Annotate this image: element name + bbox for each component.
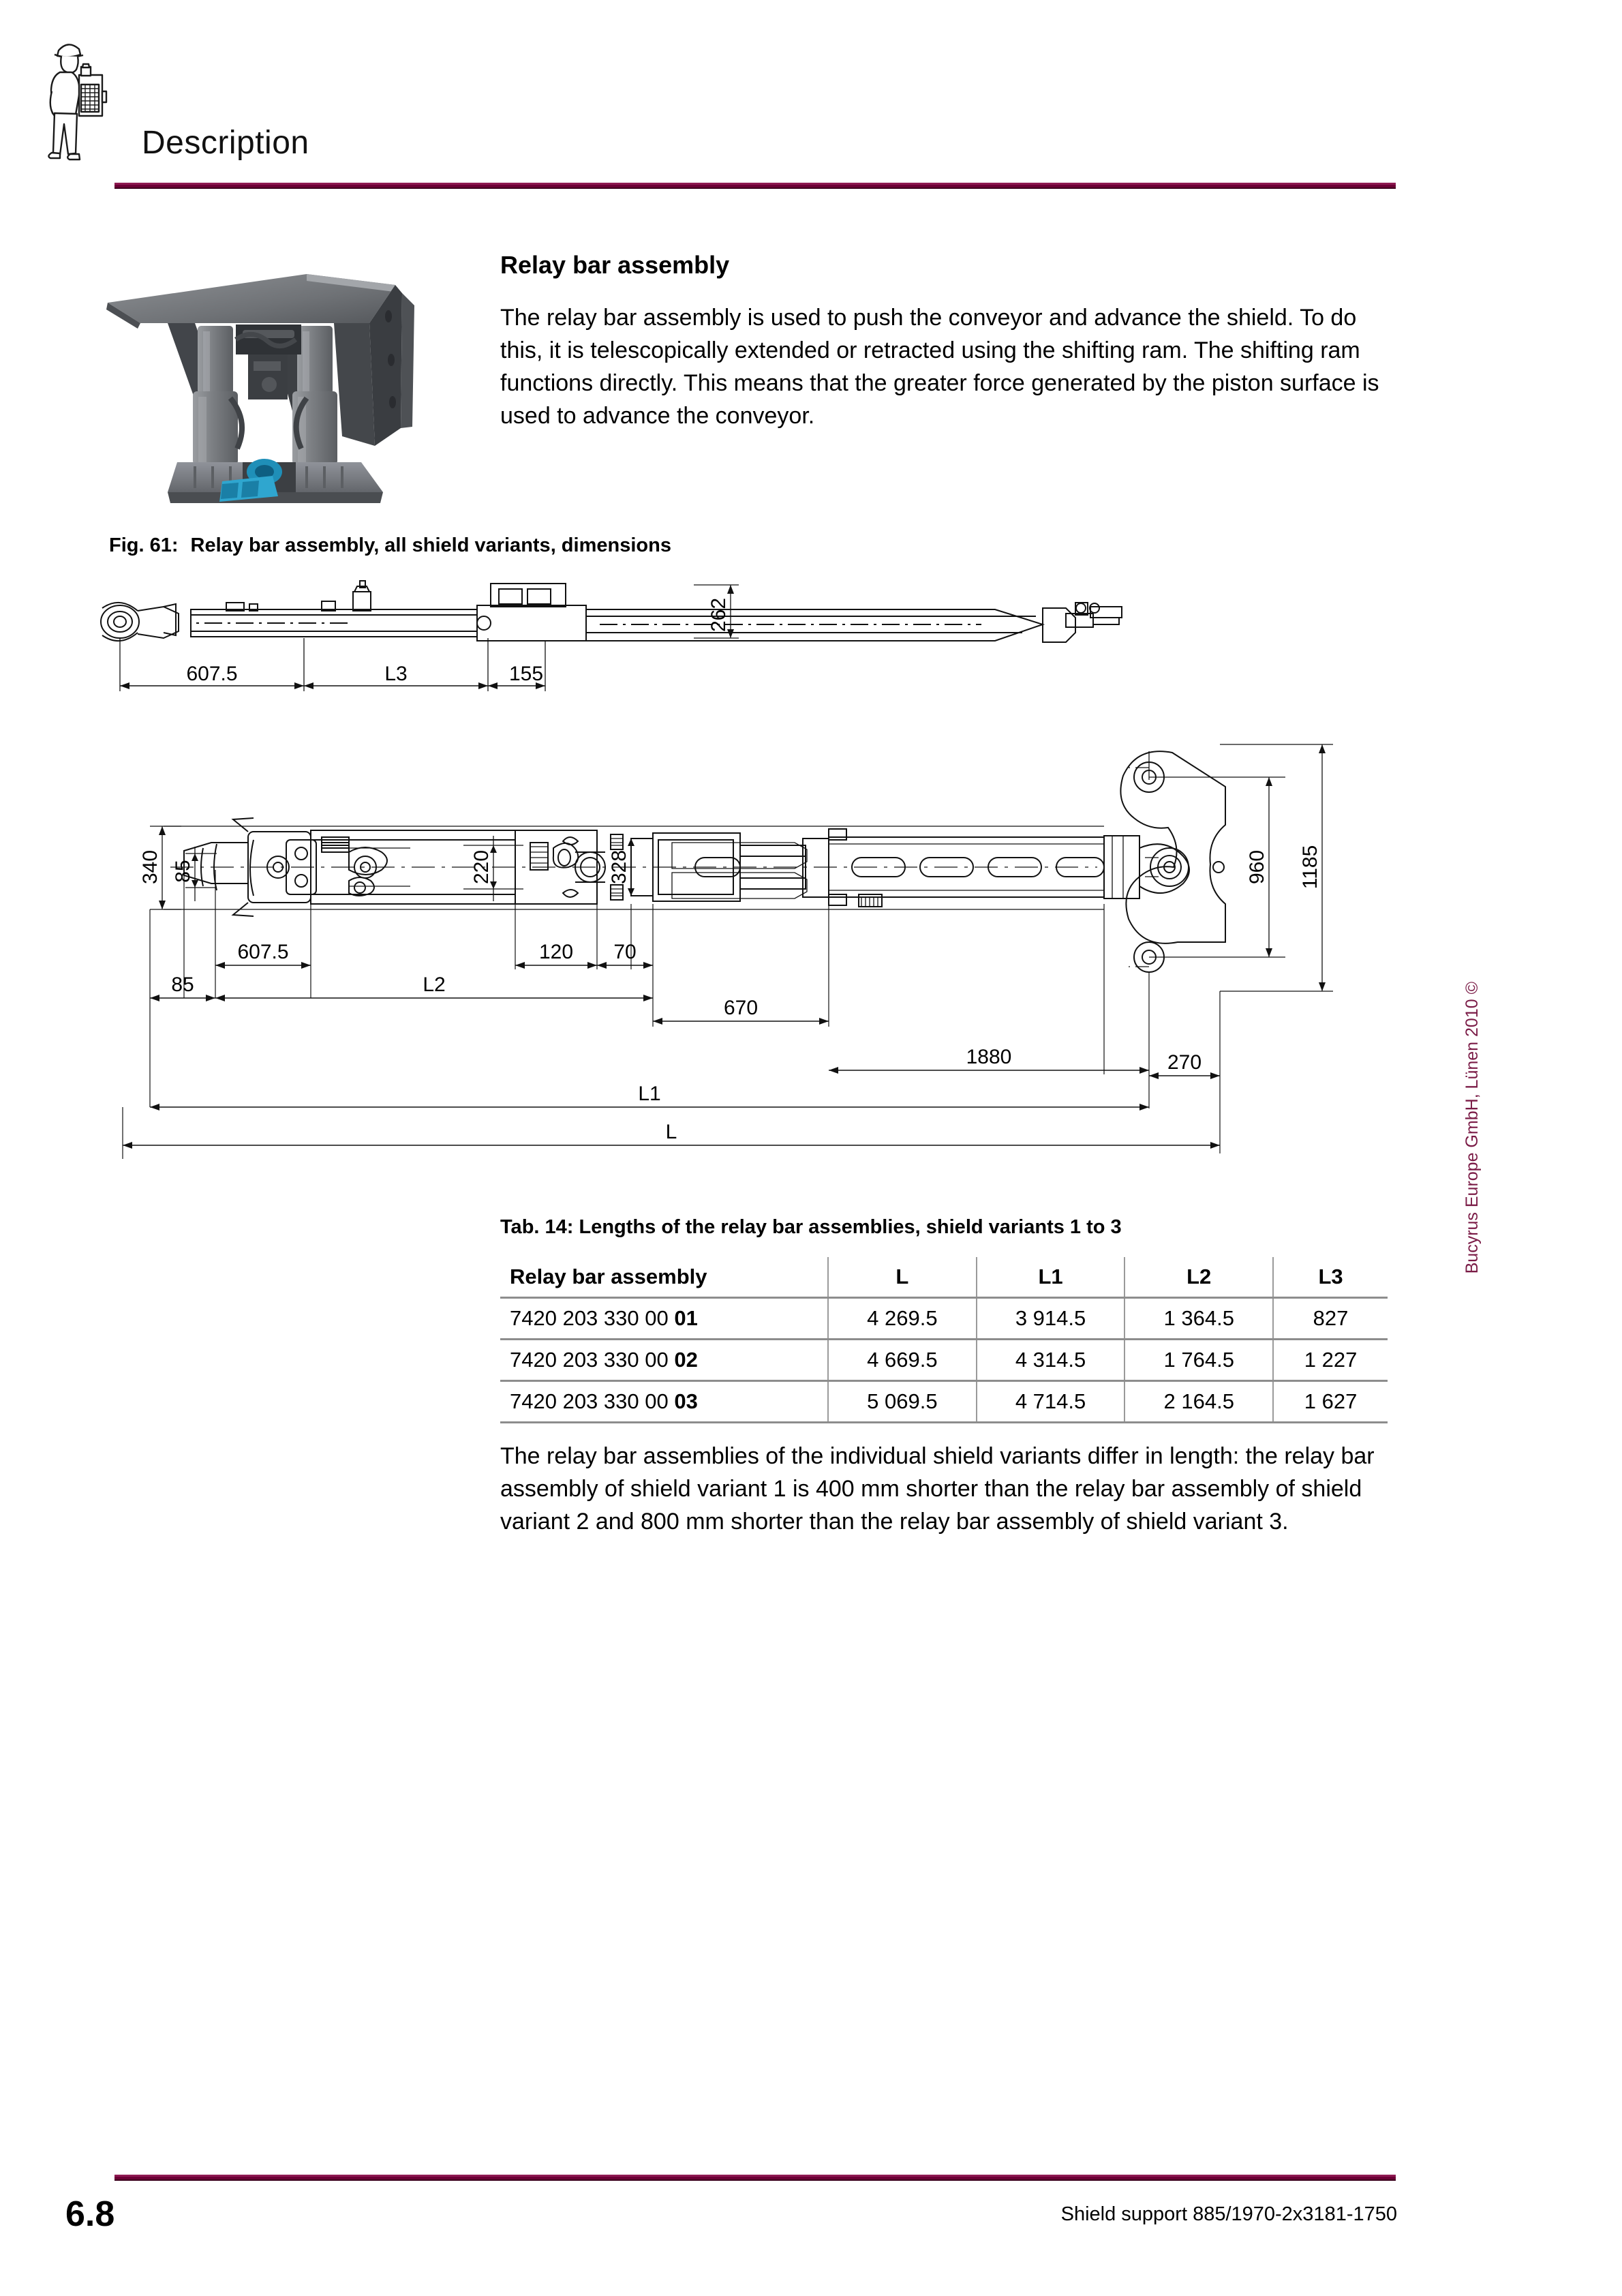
dim-label-155: 155: [508, 663, 544, 685]
column-header-l1: L1: [977, 1257, 1125, 1298]
dim-label-670: 670: [723, 997, 759, 1019]
table-row: [500, 1381, 1388, 1423]
footer-rule: [114, 2175, 1396, 2181]
cell-assembly-name: 7420 203 330 00 01: [500, 1298, 828, 1340]
technical-drawing: [82, 573, 1445, 1186]
copyright-text: Bucyrus Europe GmbH, Lünen 2010: [1463, 999, 1482, 1274]
cell-l1: 4 314.5: [977, 1340, 1125, 1381]
dim-label-1185: 1185: [1299, 845, 1321, 890]
dim-label-85-vertical: 85: [172, 860, 194, 883]
shield-support-photo: [102, 258, 429, 510]
table-row: [500, 1298, 1388, 1340]
figure-number: Fig. 61:: [109, 534, 179, 556]
figure-caption: [109, 534, 671, 557]
table-header-row: [500, 1257, 1388, 1298]
column-header-l2: L2: [1124, 1257, 1273, 1298]
dim-label-70: 70: [613, 941, 637, 963]
figure-caption-text: Relay bar assembly, all shield variants, dimensions: [190, 534, 671, 556]
dim-label-328: 328: [608, 849, 630, 885]
cell-l2: 1 764.5: [1124, 1340, 1273, 1381]
cell-l1: 3 914.5: [977, 1298, 1125, 1340]
cell-l2: 1 364.5: [1124, 1298, 1273, 1340]
column-header-l3: L3: [1273, 1257, 1388, 1298]
section-heading: Relay bar assembly: [500, 251, 730, 279]
cell-l2: 2 164.5: [1124, 1381, 1273, 1423]
dim-label-607-5-main: 607.5: [237, 941, 289, 963]
header-rule: [114, 183, 1396, 189]
side-copyright-note: [1463, 982, 1482, 1273]
dim-label-l3: L3: [384, 663, 408, 685]
cell-l3: 827: [1273, 1298, 1388, 1340]
cell-l1: 4 714.5: [977, 1381, 1125, 1423]
dim-label-340: 340: [139, 849, 162, 885]
inspector-with-clipboard-icon: [38, 33, 127, 169]
column-header-name: Relay bar assembly: [500, 1257, 828, 1298]
table-row: [500, 1340, 1388, 1381]
table-number: Tab. 14:: [500, 1216, 574, 1238]
dim-label-607-5-top: 607.5: [186, 663, 238, 685]
intro-paragraph: The relay bar assembly is used to push the conveyor and advance the shield. To do this, it is telescopically extended or retracted using the shifting ram. The shifting ram functions directly. This means that the greater force generated by the piston surface is used to advance the conveyor.: [500, 305, 1379, 429]
cell-l3: 1 227: [1273, 1340, 1388, 1381]
dim-label-220: 220: [470, 849, 493, 885]
copyright-icon: ©: [1463, 982, 1482, 995]
page-number: 6.8: [65, 2194, 115, 2234]
dim-label-1880: 1880: [966, 1046, 1012, 1068]
table-caption: [500, 1216, 1122, 1239]
dim-label-l1: L1: [638, 1083, 661, 1105]
table-caption-text: Lengths of the relay bar assemblies, shield variants 1 to 3: [579, 1216, 1122, 1238]
footer-document-title: Shield support 885/1970-2x3181-1750: [1060, 2203, 1397, 2225]
dim-label-l2: L2: [423, 973, 446, 996]
dim-label-270: 270: [1167, 1051, 1202, 1074]
cell-l3: 1 627: [1273, 1381, 1388, 1423]
closing-paragraph: The relay bar assemblies of the individual shield variants differ in length: the relay bar assembly of shield variant 1 is 400 mm shorter than the relay bar assembly of shield variant 2 and 800 mm shorter than the relay bar assembly of shield variant 3.: [500, 1443, 1375, 1535]
cell-assembly-name: 7420 203 330 00 03: [500, 1381, 828, 1423]
dim-label-120: 120: [538, 941, 574, 963]
cell-assembly-name: 7420 203 330 00 02: [500, 1340, 828, 1381]
cell-l: 4 669.5: [828, 1340, 977, 1381]
lengths-table: [500, 1257, 1388, 1423]
cell-l: 5 069.5: [828, 1381, 977, 1423]
dim-label-85-horizontal: 85: [171, 973, 194, 996]
dim-label-l-overall: L: [665, 1121, 677, 1143]
column-header-l: L: [828, 1257, 977, 1298]
page-title: Description: [142, 125, 309, 161]
dim-label-262: 262: [707, 597, 730, 633]
cell-l: 4 269.5: [828, 1298, 977, 1340]
dim-label-960: 960: [1246, 849, 1268, 885]
